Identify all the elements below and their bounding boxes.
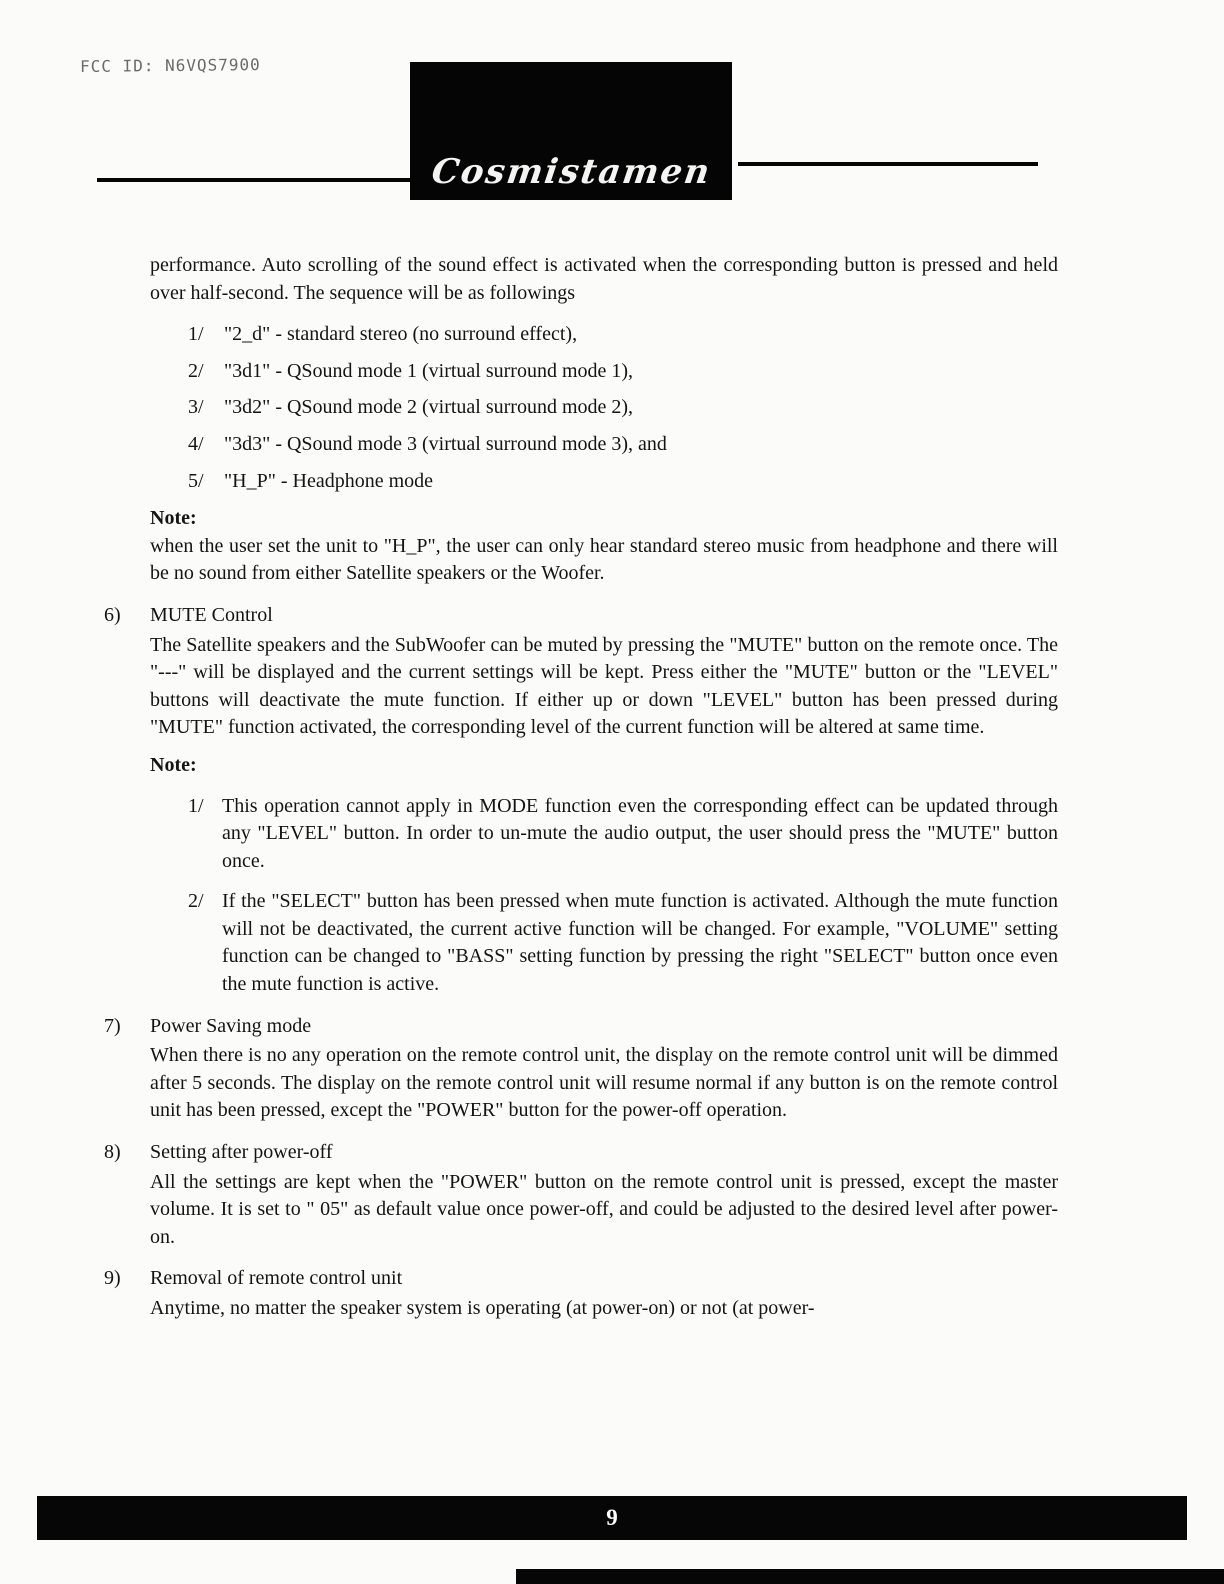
section-title: Setting after power-off [150,1141,333,1164]
mode-item-number: 4/ [188,432,204,455]
section-power-saving [104,1013,1058,1125]
section-number: 8) [104,1141,121,1164]
header-rule-left [97,178,410,182]
note-list-item [188,888,1058,998]
note-heading: Note: [150,753,197,776]
mode-item [188,321,1058,349]
section-body: The Satellite speakers and the SubWoofer can be muted by pressing the "MUTE" button on the remote once. The "---" will be displayed and the current settings will be kept. Press either the "MUTE" button or the "LEVEL" buttons will deactivate the mute function. If either up or down "LEVEL" button has been pressed during "MUTE" function activated, the corresponding level of the current function will be altered at same time. [150,633,1058,739]
mode-item [188,358,1058,386]
mode-item-number: 1/ [188,323,204,346]
mode-item-number: 3/ [188,396,204,419]
brand-logo-script: Cosmistamen [428,152,714,192]
mode-item [188,468,1058,496]
note-item-text: This operation cannot apply in MODE function even the corresponding effect can be updated through any "LEVEL" button. In order to un-mute the audio output, the user should press the "MUTE" button once. [222,794,1058,872]
section-number: 7) [104,1014,121,1037]
section-mute-control [104,602,1058,742]
section-number: 9) [104,1267,121,1290]
section-title: MUTE Control [150,603,273,626]
note-item-number: 2/ [188,890,204,913]
section-setting-after-power-off [104,1139,1058,1251]
note-item-number: 1/ [188,794,204,817]
mode-item-number: 2/ [188,359,204,382]
page-header [0,0,1224,200]
section-title: Removal of remote control unit [150,1267,403,1290]
mode-item-text: "H_P" - Headphone mode [224,469,434,492]
note-item-text: If the "SELECT" button has been pressed when mute function is activated. Although the mute function will not be deactivated, the current active function will be changed. For example, "VOLUME" setting function can be changed to "BASS" setting function by pressing the right "SELECT" button once even the mute function is active. [222,890,1058,996]
intro-paragraph: performance. Auto scrolling of the sound effect is activated when the corresponding button is pressed and held over half-second. The sequence will be as followings [150,254,1058,304]
note-list-item [188,793,1058,876]
section-body: All the settings are kept when the "POWER" button on the remote control unit is pressed, except the master volume. It is set to " 05" as default value once power-off, and could be adjusted to the desired level after power-on. [150,1170,1058,1248]
mode-item-text: "3d2" - QSound mode 2 (virtual surround mode 2), [224,396,634,419]
mode-item-text: "3d3" - QSound mode 3 (virtual surround mode 3), and [224,432,667,455]
mode-item-text: "2_d" - standard stereo (no surround effect), [224,323,578,346]
section-body: Anytime, no matter the speaker system is operating (at power-on) or not (at power- [150,1297,815,1319]
mode-item-number: 5/ [188,469,204,492]
mode-item [188,394,1058,422]
document-body [0,200,1224,1323]
section-removal-remote [104,1265,1058,1322]
footer-bar [37,1496,1187,1540]
note-heading: Note: [150,507,197,530]
section-body: When there is no any operation on the remote control unit, the display on the remote control unit will be dimmed after 5 seconds. The display on the remote control unit will resume normal if any button is on the remote control unit has been pressed, except the "POWER" button for the power-off operation. [150,1044,1058,1122]
bottom-scan-strip [516,1569,1224,1584]
note-paragraph: when the user set the unit to "H_P", the user can only hear standard stereo music from headphone and there will be no sound from either Satellite speakers or the Woofer. [150,534,1058,585]
section-number: 6) [104,603,121,626]
fcc-id-label: FCC ID: N6VQS7900 [79,55,261,76]
brand-logo-box [410,62,732,200]
mode-list [188,321,1058,495]
mode-item [188,431,1058,459]
page-number: 9 [606,1505,618,1530]
mode-item-text: "3d1" - QSound mode 1 (virtual surround mode 1), [224,359,634,382]
header-rule-right [738,162,1038,166]
section-title: Power Saving mode [150,1014,312,1037]
